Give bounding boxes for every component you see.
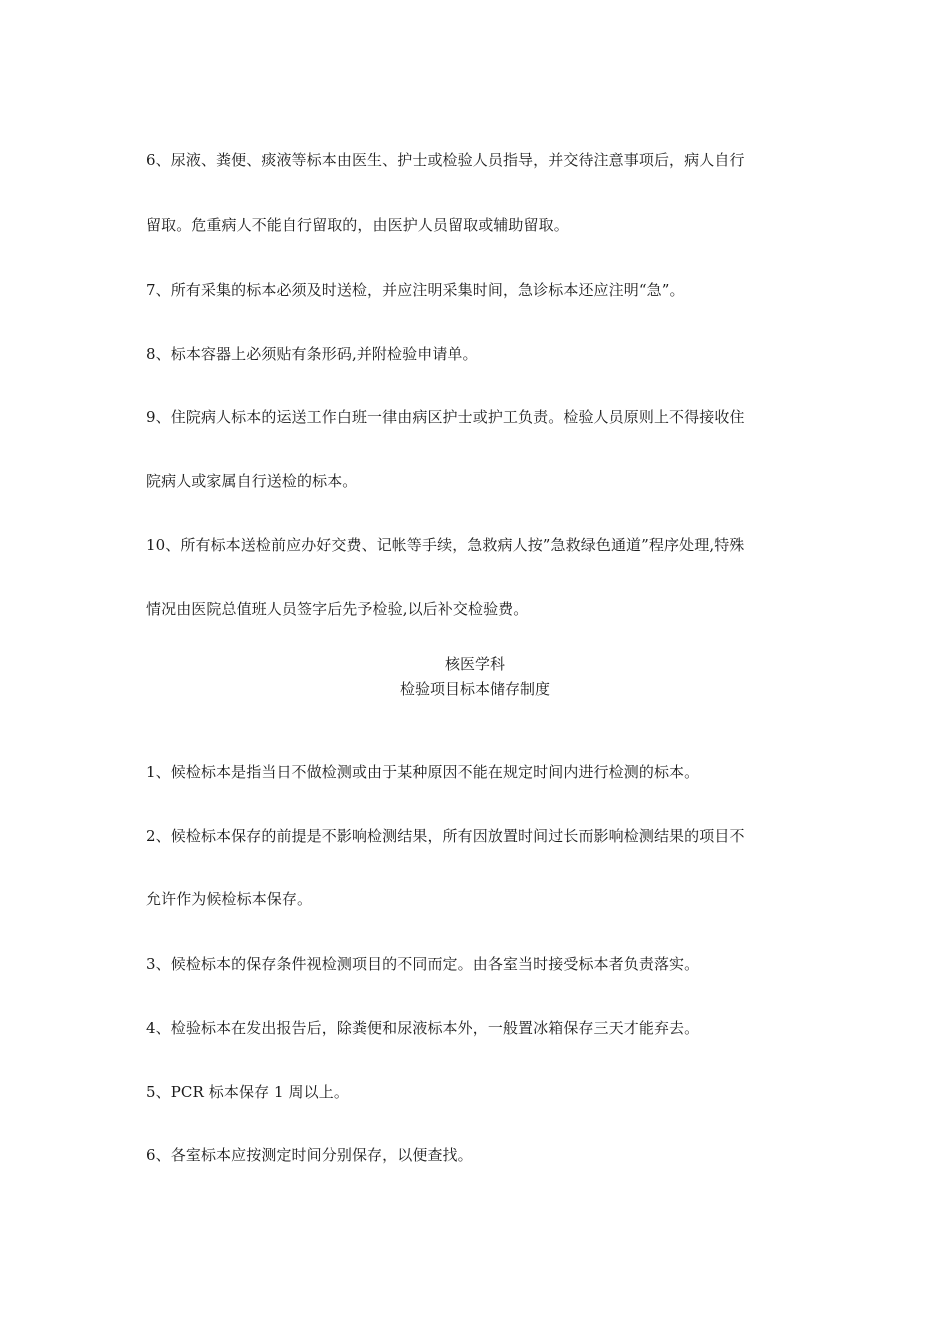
paragraph-line: 3、候检标本的保存条件视检测项目的不同而定。由各室当时接受标本者负责落实。 [146, 955, 700, 973]
paragraph-line: 留取。危重病人不能自行留取的，由医护人员留取或辅助留取。 [146, 216, 569, 234]
paragraph-line: 6、各室标本应按测定时间分别保存，以便查找。 [146, 1146, 473, 1164]
paragraph-line: 8、标本容器上必须贴有条形码,并附检验申请单。 [146, 345, 478, 363]
paragraph-line: 9、住院病人标本的运送工作白班一律由病区护士或护工负责。检验人员原则上不得接收住 [146, 408, 745, 426]
paragraph-line: 院病人或家属自行送检的标本。 [146, 472, 358, 490]
paragraph-line: 情况由医院总值班人员签字后先予检验,以后补交检验费。 [146, 600, 529, 618]
department-heading: 核医学科 [444, 655, 505, 673]
paragraph-line: 2、候检标本保存的前提是不影响检测结果，所有因放置时间过长而影响检测结果的项目不 [146, 827, 745, 845]
paragraph-line: 6、尿液、粪便、痰液等标本由医生、护士或检验人员指导，并交待注意事项后，病人自行 [146, 151, 745, 169]
paragraph-line: 5、PCR 标本保存 1 周以上。 [146, 1083, 349, 1101]
paragraph-line: 10、所有标本送检前应办好交费、记帐等手续，急救病人按”急救绿色通道”程序处理,特殊 [146, 536, 745, 554]
paragraph-line: 允许作为候检标本保存。 [146, 890, 313, 908]
paragraph-line: 1、候检标本是指当日不做检测或由于某种原因不能在规定时间内进行检测的标本。 [146, 763, 700, 781]
document-title: 检验项目标本储存制度 [399, 680, 550, 698]
paragraph-line: 4、检验标本在发出报告后，除粪便和尿液标本外，一般置冰箱保存三天才能弃去。 [146, 1019, 700, 1037]
paragraph-line: 7、所有采集的标本必须及时送检，并应注明采集时间，急诊标本还应注明“急”。 [146, 281, 685, 299]
